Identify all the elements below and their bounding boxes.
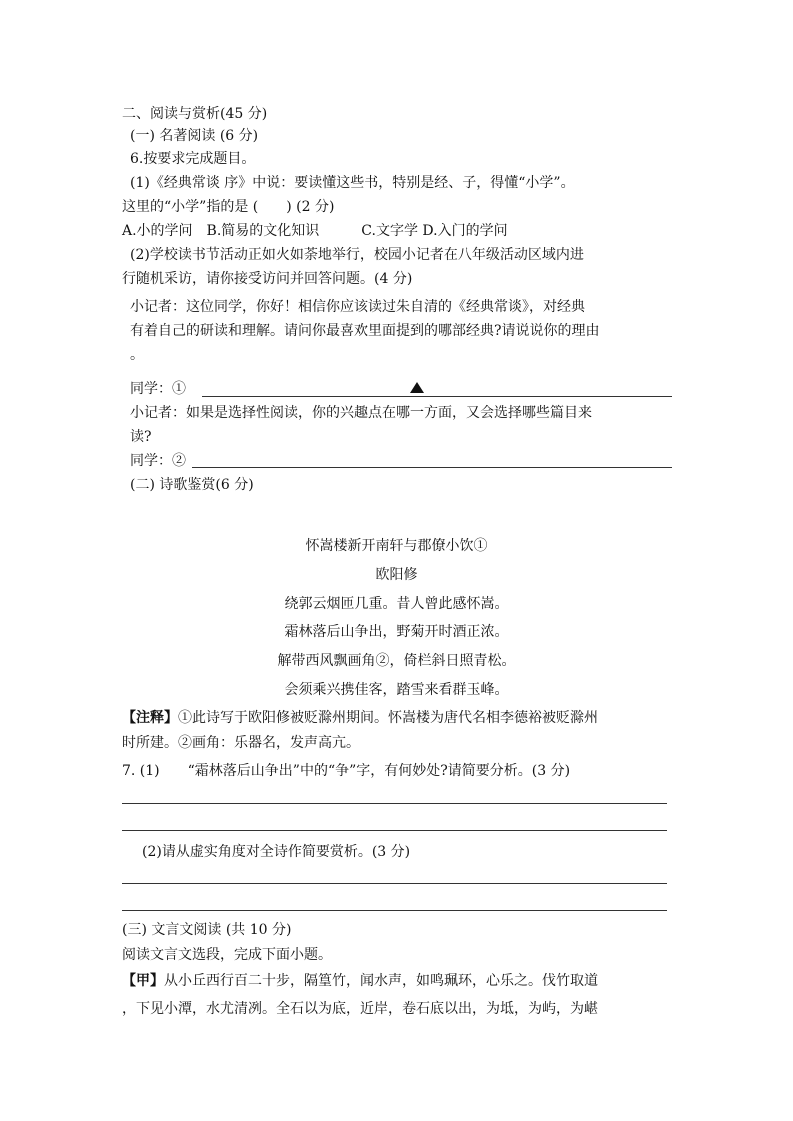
- jia-line2: ，下见小潭，水尤清冽。全石以为底，近岸，卷石底以出，为坻，为屿，为嵁: [122, 1001, 598, 1017]
- answer-line-q7-2a[interactable]: [122, 883, 667, 884]
- q6-stem: 6.按要求完成题目。: [130, 151, 256, 167]
- reporter1-line1: 小记者：这位同学，你好！相信你应该读过朱自清的《经典常谈》，对经典: [130, 299, 585, 315]
- jia-label: 【甲】: [122, 973, 164, 989]
- reporter2-line1: 小记者：如果是选择性阅读，你的兴趣点在哪一方面，又会选择哪些篇目来: [130, 405, 592, 421]
- answer-line-q7-1b[interactable]: [122, 830, 667, 831]
- answer-line-2[interactable]: [192, 467, 672, 468]
- section-title: 二、阅读与赏析(45 分): [122, 106, 268, 122]
- q6-options: A.小的学问 B.简易的文化知识 C.文字学 D.入门的学问: [122, 223, 508, 239]
- student2-label: 同学：②: [130, 453, 186, 469]
- answer-line-q7-2b[interactable]: [122, 910, 667, 911]
- poem-title: 怀嵩楼新开南轩与郡僚小饮①: [305, 538, 488, 554]
- reporter2-line2: 读?: [130, 429, 152, 445]
- note-line2: 时所建。②画角：乐器名，发声高亢。: [122, 735, 360, 751]
- q6-sub1-line2: 这里的“小学”指的是 ( ) (2 分): [122, 199, 335, 215]
- q6-sub1-line1: (1)《经典常谈 序》中说：要读懂这些书，特别是经、子，得懂“小学”。: [130, 175, 575, 191]
- answer-line-1[interactable]: [202, 396, 672, 397]
- poem-author: 欧阳修: [375, 567, 418, 583]
- part3-heading: (三) 文言文阅读 (共 10 分): [122, 922, 292, 938]
- part1-heading: (一) 名著阅读 (6 分): [130, 128, 259, 144]
- jia-text: 从小丘西行百二十步，隔篁竹，闻水声，如鸣珮环，心乐之。伐竹取道: [164, 973, 598, 989]
- jia-line1: [122, 972, 598, 990]
- poem-line: 解带西风飘画角②，倚栏斜日照青松。: [277, 653, 516, 669]
- poem-line: 霜林落后山争出，野菊开时酒正浓。: [284, 624, 509, 640]
- q7-2: (2)请从虚实角度对全诗作简要赏析。(3 分): [142, 844, 411, 860]
- student1-label: 同学：①: [130, 381, 186, 397]
- note-text: ①此诗写于欧阳修被贬滁州期间。怀嵩楼为唐代名相李德裕被贬滁州: [178, 710, 598, 726]
- q6-sub2-line2: 行随机采访，请你接受访问并回答问题。(4 分): [122, 271, 413, 287]
- part3-instruction: 阅读文言文选段，完成下面小题。: [122, 947, 332, 963]
- q6-sub2-line1: (2)学校读书节活动正如火如荼地举行，校园小记者在八年级活动区域内进: [130, 247, 584, 263]
- poem-line: 绕郭云烟匝几重。昔人曾此感怀嵩。: [284, 596, 509, 612]
- triangle-marker-icon: [410, 382, 424, 393]
- note-label: 【注释】: [122, 710, 178, 726]
- answer-line-q7-1a[interactable]: [122, 803, 667, 804]
- reporter1-line3: 。: [130, 347, 144, 363]
- part2-heading: (二) 诗歌鉴赏(6 分): [130, 477, 254, 493]
- q7-1: 7. (1) “霜林落后山争出”中的“争”字，有何妙处?请简要分析。(3 分): [122, 763, 571, 779]
- reporter1-line2: 有着自己的研读和理解。请问你最喜欢里面提到的哪部经典?请说说你的理由: [130, 323, 600, 339]
- note-line1: [122, 709, 598, 727]
- poem-line: 会须乘兴携佳客，踏雪来看群玉峰。: [284, 682, 509, 698]
